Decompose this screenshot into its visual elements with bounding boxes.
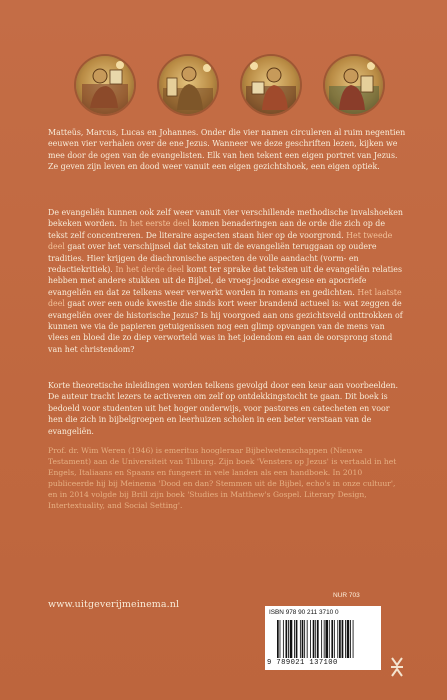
barcode-bar [283, 620, 284, 658]
matthew-icon [76, 56, 134, 114]
part-4-label: Het laatste deel [48, 287, 402, 309]
john-icon [325, 56, 383, 114]
barcode-bar [313, 620, 315, 658]
isbn-label: ISBN 978 90 211 3710 0 [269, 609, 339, 616]
barcode-bar [307, 620, 308, 658]
mark-icon [159, 56, 217, 114]
nur-code: NUR 703 [333, 592, 360, 599]
author-bio-text: Prof. dr. Wim Weren (1946) is emeritus hoogleraar Bijbelwetenschappen (Nieuwe Testament) aan de Universiteit van Tilburg. Zijn boek 'Vensters op Jezus' is vertaald in het Engels, Italiaans en Spaans en fungeert in vele landen als een handboek. In 2010 publiceerde hij bij Meinema 'Dood en dan? Stemmen uit de Bijbel, echo's in onze cultuur', en in 2014 volgde bij Brill zijn boek 'Studies in Matthew's Gospel. Literary Design, Intertextuality, and Social Setting'. [48, 446, 397, 510]
part-4-text: gaat over een oude kwestie die sinds kort weer brandend actueel is: wat zeggen de evangeliën over de historische Jezus? Is hij voorgoed aan ons gezichtsveld onttrokken of kunnen we via de papieren getuigenissen nog een glimp opvangen van de mens van vlees en bloed die zo diep verworteld was in het jodendom en aan de oorsprong stond van het christendom? [48, 299, 403, 354]
barcode-bar [317, 620, 319, 658]
blurb-paragraph-3 [48, 380, 406, 437]
blurb-paragraph-1 [48, 127, 406, 173]
barcode-bar [342, 620, 344, 658]
barcode-bar [315, 620, 316, 658]
blurb-paragraph-2 [48, 207, 406, 355]
part-3-text: komt ter sprake dat teksten uit de evangeliën relaties hebben met andere stukken uit de Bijbel, de vroeg-joodse exegese en apocriefe evangeliën en dat ze telkens weer verwerkt worden in romans en gedichten. [48, 265, 403, 297]
barcode-bar [294, 620, 295, 658]
publisher-logo [389, 656, 405, 678]
barcode-bar [300, 620, 301, 658]
blurb-paragraph-3-text: Korte theoretische inleidingen worden telkens gevolgd door een keur aan voorbeelden. De auteur tracht lezers te activeren om zelf op ontdekkingstocht te gaan. Dit boek is bedoeld voor studenten uit het hoger onderwijs, voor pastores en catecheten en voor hen die zich in bijbelgroepen en leerhuizen scholen in een beter verstaan van de evangeliën. [48, 381, 399, 436]
part-2-text: gaat over het verschijnsel dat teksten uit de evangeliën teruggaan op oudere tradities. Hier krijgen de diachronische aspecten de volle aandacht (vorm- en redactiekritiek). [48, 242, 377, 275]
publisher-website: www.uitgeverijmeinema.nl [48, 599, 180, 610]
barcode-bar [331, 620, 333, 658]
barcode-bar [353, 620, 354, 658]
barcode-bar [339, 620, 341, 658]
barcode-bar [296, 620, 298, 658]
blurb-paragraph-2-text [48, 207, 406, 355]
part-1-label: In het eerste deel [119, 219, 190, 229]
barcode-bar [286, 620, 288, 658]
barcode-bar [334, 620, 335, 658]
isbn-barcode [265, 606, 381, 670]
barcode-bar [280, 620, 281, 658]
barcode-bar [288, 620, 289, 658]
barcode-bar [325, 620, 328, 658]
evangelist-icons-row [76, 56, 386, 114]
part-2-label: Het tweede deel [48, 230, 393, 252]
barcode-bar [290, 620, 293, 658]
barcode-bar [347, 620, 350, 658]
barcode-bar [350, 620, 351, 658]
barcode-bar [321, 620, 322, 658]
blurb-paragraph-1-text: Matteüs, Marcus, Lucas en Johannes. Onder die vier namen circuleren al ruim negentien eeuwen vier verhalen over de ene Jezus. Wanneer we deze geschriften lezen, kijken we mee door de ogen van de evangelisten. Elk van hen tekent een eigen portret van Jezus. Ze geven zijn leven en dood weer vanuit een eigen gezichtshoek, een eigen optiek. [48, 128, 406, 172]
paragraph-2-intro: De evangeliën kunnen ook zelf weer vanuit vier verschillende methodische invalshoeken bekeken worden. [48, 208, 403, 229]
barcode-bar [337, 620, 338, 658]
luke-icon [242, 56, 300, 114]
barcode-bar [277, 620, 279, 658]
part-3-label: In het derde deel [115, 265, 185, 275]
barcode-digits: 9 789021 137100 [267, 659, 338, 667]
barcode-bar [310, 620, 311, 658]
barcode-bar [324, 620, 325, 658]
part-1-text: komen benaderingen aan de orde die zich op de tekst zelf concentreren. De literaire aspecten staan hier op de voorgrond. [48, 219, 386, 240]
barcode-bar [304, 620, 305, 658]
barcode-bar [302, 620, 304, 658]
barcode-bar [329, 620, 330, 658]
barcode-bar [345, 620, 346, 658]
author-bio [48, 445, 406, 511]
barcode-bars [277, 620, 375, 658]
